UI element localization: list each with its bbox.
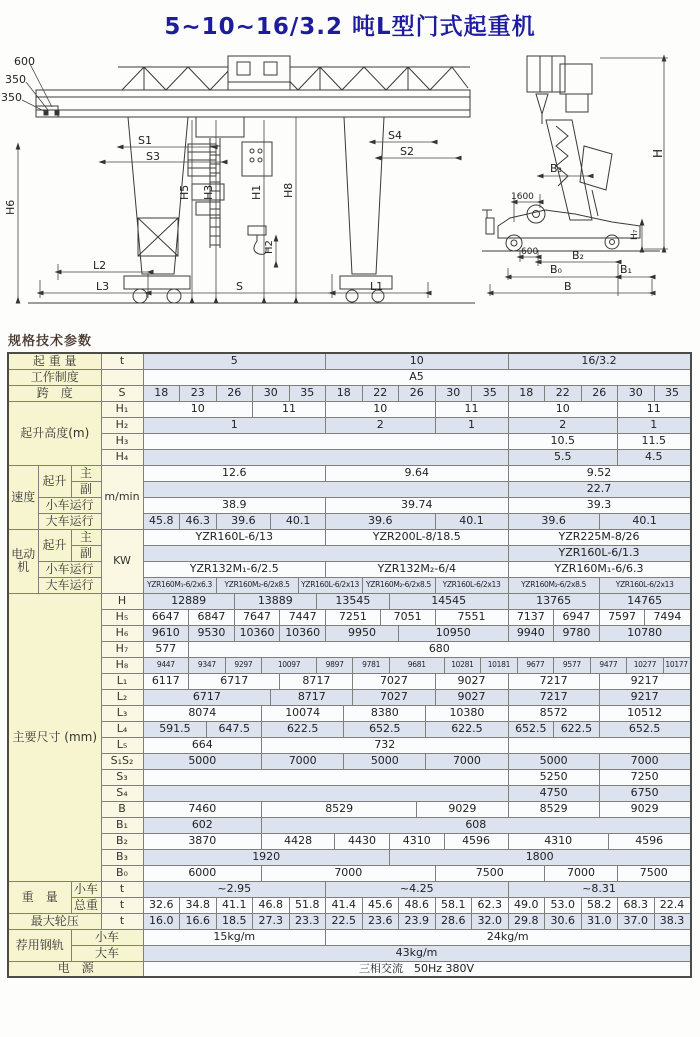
cell-value: YZR225M-8/26 bbox=[508, 529, 691, 545]
cell-value: 49.0 bbox=[508, 897, 545, 913]
cell-value: ~8.31 bbox=[508, 881, 691, 897]
cell-value: 10380 bbox=[426, 705, 508, 721]
cell-value: 40.1 bbox=[599, 513, 690, 529]
cell-value: 三相交流 50Hz 380V bbox=[143, 961, 691, 977]
cell-value: 39.3 bbox=[508, 497, 691, 513]
cell-value: 9940 bbox=[508, 625, 554, 641]
cell-value: 9950 bbox=[326, 625, 399, 641]
cell-value: 1920 bbox=[143, 849, 389, 865]
crane-drawing-svg bbox=[0, 50, 700, 322]
dim-label: H bbox=[651, 148, 665, 158]
row-label: 大车 bbox=[71, 945, 143, 961]
cell-value: 43kg/m bbox=[143, 945, 691, 961]
cell-value: 7250 bbox=[599, 769, 690, 785]
cell-value: 45.8 bbox=[143, 513, 180, 529]
row-key: t bbox=[101, 913, 143, 929]
dim-label: L2 bbox=[93, 259, 107, 272]
dim-label: H8 bbox=[282, 182, 295, 198]
page-title: 5~10~16/3.2 吨L型门式起重机 bbox=[164, 14, 536, 40]
cell-value: 5000 bbox=[508, 753, 599, 769]
cell-value: 7551 bbox=[435, 609, 508, 625]
cell-value bbox=[143, 481, 508, 497]
cell-value: 30 bbox=[253, 385, 290, 401]
cell-value: 7000 bbox=[426, 753, 508, 769]
cell-value: 35 bbox=[289, 385, 326, 401]
cell-value: YZR160M₂-6/2x8.5 bbox=[362, 577, 435, 593]
cell-value: 23.3 bbox=[289, 913, 326, 929]
row-label: 荐用钢轨 bbox=[8, 929, 71, 961]
cell-value: 7027 bbox=[353, 689, 435, 705]
cell-value: 30 bbox=[618, 385, 655, 401]
cell-value: 652.5 bbox=[599, 721, 690, 737]
cell-value: 10 bbox=[143, 401, 253, 417]
cell-value: 58.1 bbox=[435, 897, 472, 913]
cell-value: 7000 bbox=[262, 753, 344, 769]
dim-label: 600 bbox=[14, 55, 35, 68]
dim-label: H₇ bbox=[630, 229, 640, 240]
cell-value: 35 bbox=[472, 385, 509, 401]
cell-value: 18.5 bbox=[216, 913, 253, 929]
row-key: B₁ bbox=[101, 817, 143, 833]
dim-label: H6 bbox=[4, 199, 17, 215]
row-label: 主 bbox=[71, 529, 101, 545]
dim-label: S3 bbox=[146, 150, 160, 163]
row-key: L₄ bbox=[101, 721, 143, 737]
cell-value: 23 bbox=[180, 385, 217, 401]
cell-value: 10177 bbox=[663, 657, 690, 673]
cell-value: 8074 bbox=[143, 705, 262, 721]
cell-value: 58.2 bbox=[581, 897, 618, 913]
cell-value: 7217 bbox=[508, 689, 599, 705]
cell-value: 622.5 bbox=[426, 721, 508, 737]
cell-value: 39.6 bbox=[216, 513, 271, 529]
row-label: 速度 bbox=[8, 465, 38, 529]
cell-value: 10 bbox=[508, 401, 618, 417]
cell-value: 22.5 bbox=[326, 913, 363, 929]
cell-value: 6117 bbox=[143, 673, 189, 689]
cell-value: 39.6 bbox=[326, 513, 436, 529]
row-key: H₈ bbox=[101, 657, 143, 673]
cell-value: 732 bbox=[262, 737, 508, 753]
cell-value: 10.5 bbox=[508, 433, 618, 449]
cell-value: 51.8 bbox=[289, 897, 326, 913]
cell-value: 15kg/m bbox=[143, 929, 326, 945]
cell-value: 30.6 bbox=[545, 913, 582, 929]
cell-value: 7051 bbox=[380, 609, 435, 625]
cell-value: 9677 bbox=[517, 657, 554, 673]
cell-value: 29.8 bbox=[508, 913, 545, 929]
cell-value: 6717 bbox=[189, 673, 280, 689]
cell-value: 3870 bbox=[143, 833, 262, 849]
cell-value: 7000 bbox=[262, 865, 435, 881]
row-key bbox=[101, 369, 143, 385]
row-label: 小车 bbox=[71, 881, 101, 897]
cell-value: 10 bbox=[326, 401, 436, 417]
cell-value: 7597 bbox=[599, 609, 645, 625]
cell-value: 4430 bbox=[335, 833, 390, 849]
cell-value: 9.52 bbox=[508, 465, 691, 481]
row-label: 重 量 bbox=[8, 881, 71, 913]
cell-value: 9027 bbox=[435, 673, 508, 689]
dim-label: L1 bbox=[370, 280, 384, 293]
cell-value: 1 bbox=[435, 417, 508, 433]
dim-label: H3 bbox=[202, 184, 215, 200]
cell-value: 5250 bbox=[508, 769, 599, 785]
row-label: 跨 度 bbox=[8, 385, 101, 401]
cell-value: 6647 bbox=[143, 609, 189, 625]
row-label: 大车运行 bbox=[38, 577, 101, 593]
cell-value: 10780 bbox=[599, 625, 690, 641]
cell-value: 68.3 bbox=[618, 897, 655, 913]
row-key: t bbox=[101, 881, 143, 897]
cell-value: 10277 bbox=[627, 657, 664, 673]
cell-value: 8380 bbox=[344, 705, 426, 721]
cell-value: YZR160L-6/1.3 bbox=[508, 545, 691, 561]
cell-value: 41.4 bbox=[326, 897, 363, 913]
cell-value bbox=[143, 545, 508, 561]
cell-value: 602 bbox=[143, 817, 262, 833]
cell-value: 11 bbox=[618, 401, 691, 417]
cell-value: 647.5 bbox=[207, 721, 262, 737]
cell-value: 10950 bbox=[399, 625, 509, 641]
cell-value: 10 bbox=[326, 353, 509, 369]
cell-value: 13545 bbox=[316, 593, 389, 609]
cell-value: 13765 bbox=[508, 593, 599, 609]
cell-value: 622.5 bbox=[554, 721, 600, 737]
cell-value bbox=[143, 449, 508, 465]
row-label: 起升 bbox=[38, 465, 71, 497]
cell-value: 5.5 bbox=[508, 449, 618, 465]
cell-value: 7000 bbox=[599, 753, 690, 769]
cell-value: 7000 bbox=[545, 865, 618, 881]
cell-value: 10074 bbox=[262, 705, 344, 721]
row-key: B₃ bbox=[101, 849, 143, 865]
cell-value: 30 bbox=[435, 385, 472, 401]
cell-value: 608 bbox=[262, 817, 691, 833]
cell-value: ~2.95 bbox=[143, 881, 326, 897]
cell-value: 10360 bbox=[234, 625, 280, 641]
cell-value: 9347 bbox=[189, 657, 226, 673]
cell-value: 8717 bbox=[271, 689, 353, 705]
cell-value: 16/3.2 bbox=[508, 353, 691, 369]
cell-value: 11 bbox=[253, 401, 326, 417]
cell-value: 23.6 bbox=[362, 913, 399, 929]
cell-value: 26 bbox=[399, 385, 436, 401]
cell-value: 6847 bbox=[189, 609, 235, 625]
cell-value: 22.4 bbox=[654, 897, 691, 913]
row-key: H₇ bbox=[101, 641, 143, 657]
row-label: 工作制度 bbox=[8, 369, 101, 385]
cell-value: 27.3 bbox=[253, 913, 290, 929]
row-key: B₀ bbox=[101, 865, 143, 881]
row-key: H₂ bbox=[101, 417, 143, 433]
cell-value: 1 bbox=[143, 417, 326, 433]
cell-value: YZR160M₂-6/2x8.5 bbox=[216, 577, 298, 593]
cell-value bbox=[143, 433, 508, 449]
cell-value: 2 bbox=[326, 417, 436, 433]
cell-value: 9681 bbox=[389, 657, 444, 673]
row-key: L₅ bbox=[101, 737, 143, 753]
cell-value: 16.0 bbox=[143, 913, 180, 929]
row-key: H₁ bbox=[101, 401, 143, 417]
cell-value: 38.9 bbox=[143, 497, 326, 513]
row-label: 大车运行 bbox=[38, 513, 101, 529]
row-key: S₃ bbox=[101, 769, 143, 785]
row-key: S bbox=[101, 385, 143, 401]
cell-value: 9897 bbox=[316, 657, 353, 673]
cell-value: 7217 bbox=[508, 673, 599, 689]
row-key: t bbox=[101, 897, 143, 913]
dim-label: S bbox=[236, 280, 243, 293]
dim-label: H1 bbox=[250, 184, 263, 200]
cell-value: 22.7 bbox=[508, 481, 691, 497]
cell-value: 40.1 bbox=[271, 513, 326, 529]
cell-value: 4310 bbox=[508, 833, 608, 849]
spec-table bbox=[7, 352, 692, 978]
cell-value: 32.0 bbox=[472, 913, 509, 929]
row-key: t bbox=[101, 353, 143, 369]
cell-value: 11 bbox=[435, 401, 508, 417]
row-key: S₄ bbox=[101, 785, 143, 801]
cell-value: 8717 bbox=[280, 673, 353, 689]
cell-value: 9447 bbox=[143, 657, 189, 673]
cell-value bbox=[508, 737, 691, 753]
cell-value: 9027 bbox=[435, 689, 508, 705]
cell-value: 7251 bbox=[326, 609, 381, 625]
row-key: m/min bbox=[101, 465, 143, 529]
cell-value: 41.1 bbox=[216, 897, 253, 913]
cell-value: 10360 bbox=[280, 625, 326, 641]
cell-value: 2 bbox=[508, 417, 618, 433]
cell-value: 7137 bbox=[508, 609, 554, 625]
row-label: 小车 bbox=[71, 929, 143, 945]
cell-value: 1 bbox=[618, 417, 691, 433]
cell-value: 46.3 bbox=[180, 513, 217, 529]
cell-value: 10097 bbox=[262, 657, 317, 673]
crane-drawing bbox=[0, 50, 700, 326]
row-label: 电动机 bbox=[8, 529, 38, 593]
cell-value: 9530 bbox=[189, 625, 235, 641]
cell-value: ~4.25 bbox=[326, 881, 509, 897]
row-key: KW bbox=[101, 529, 143, 593]
dim-label: B₀ bbox=[550, 263, 562, 276]
cell-value: 591.5 bbox=[143, 721, 207, 737]
cell-value: 652.5 bbox=[508, 721, 554, 737]
row-label: 副 bbox=[71, 545, 101, 561]
dim-label: 600 bbox=[521, 247, 539, 257]
cell-value: 9.64 bbox=[326, 465, 509, 481]
cell-value: 26 bbox=[581, 385, 618, 401]
dim-label: S1 bbox=[138, 134, 152, 147]
cell-value: 18 bbox=[508, 385, 545, 401]
dim-label: 1600 bbox=[511, 192, 534, 202]
cell-value: 12889 bbox=[143, 593, 234, 609]
cell-value: 24kg/m bbox=[326, 929, 691, 945]
dim-label: H2 bbox=[264, 240, 275, 254]
cell-value: 32.6 bbox=[143, 897, 180, 913]
cell-value: 6947 bbox=[554, 609, 600, 625]
row-key: H₃ bbox=[101, 433, 143, 449]
cell-value: 22 bbox=[545, 385, 582, 401]
cell-value: 46.8 bbox=[253, 897, 290, 913]
cell-value: 1800 bbox=[389, 849, 690, 865]
cell-value: 11.5 bbox=[618, 433, 691, 449]
cell-value: 9217 bbox=[599, 673, 690, 689]
cell-value: YZR160L-6/2x13 bbox=[599, 577, 690, 593]
cell-value: A5 bbox=[143, 369, 691, 385]
cell-value: 62.3 bbox=[472, 897, 509, 913]
cell-value: 7460 bbox=[143, 801, 262, 817]
cell-value: 4750 bbox=[508, 785, 599, 801]
cell-value: 577 bbox=[143, 641, 189, 657]
cell-value: 4.5 bbox=[618, 449, 691, 465]
cell-value: 9217 bbox=[599, 689, 690, 705]
dim-label: 350 bbox=[5, 73, 26, 86]
cell-value: 7027 bbox=[353, 673, 435, 689]
cell-value: YZR160M₁-6/6.3 bbox=[508, 561, 691, 577]
dim-label: H5 bbox=[178, 184, 191, 200]
row-key: H₅ bbox=[101, 609, 143, 625]
cell-value: 9781 bbox=[353, 657, 390, 673]
cell-value: 53.0 bbox=[545, 897, 582, 913]
cell-value: 9610 bbox=[143, 625, 189, 641]
cell-value: 31.0 bbox=[581, 913, 618, 929]
cell-value: 10512 bbox=[599, 705, 690, 721]
cell-value: YZR160L-6/2x13 bbox=[435, 577, 508, 593]
row-label: 起 重 量 bbox=[8, 353, 101, 369]
cell-value: 10281 bbox=[444, 657, 481, 673]
cell-value: 622.5 bbox=[262, 721, 344, 737]
cell-value: 6717 bbox=[143, 689, 271, 705]
cell-value: 37.0 bbox=[618, 913, 655, 929]
cell-value: 9029 bbox=[599, 801, 690, 817]
cell-value: 652.5 bbox=[344, 721, 426, 737]
cell-value: YZR132M₂-6/4 bbox=[326, 561, 509, 577]
cell-value: 5000 bbox=[344, 753, 426, 769]
cell-value: 680 bbox=[189, 641, 691, 657]
row-key: L₂ bbox=[101, 689, 143, 705]
cell-value: 22 bbox=[362, 385, 399, 401]
dim-label: L3 bbox=[96, 280, 110, 293]
dim-label: B bbox=[564, 280, 572, 293]
cell-value: 34.8 bbox=[180, 897, 217, 913]
cell-value: 39.6 bbox=[508, 513, 599, 529]
row-label: 小车运行 bbox=[38, 561, 101, 577]
cell-value: 8529 bbox=[262, 801, 417, 817]
row-label: 主 bbox=[71, 465, 101, 481]
row-label: 总重 bbox=[71, 897, 101, 913]
cell-value: 35 bbox=[654, 385, 691, 401]
cell-value: YZR132M₁-6/2.5 bbox=[143, 561, 326, 577]
cell-value: 14545 bbox=[389, 593, 508, 609]
cell-value: YZR160L-6/13 bbox=[143, 529, 326, 545]
cell-value: 6000 bbox=[143, 865, 262, 881]
row-label: 起升高度(m) bbox=[8, 401, 101, 465]
row-key: L₃ bbox=[101, 705, 143, 721]
cell-value: 9297 bbox=[225, 657, 262, 673]
cell-value: 7647 bbox=[234, 609, 280, 625]
row-key: B bbox=[101, 801, 143, 817]
cell-value: YZR200L-8/18.5 bbox=[326, 529, 509, 545]
dim-label: B₁ bbox=[620, 263, 632, 276]
cell-value: 4596 bbox=[444, 833, 508, 849]
row-key: B₂ bbox=[101, 833, 143, 849]
row-key: H bbox=[101, 593, 143, 609]
cell-value: 8529 bbox=[508, 801, 599, 817]
cell-value: 48.6 bbox=[399, 897, 436, 913]
cell-value: 7500 bbox=[435, 865, 545, 881]
cell-value: 9029 bbox=[417, 801, 508, 817]
row-label: 起升 bbox=[38, 529, 71, 561]
cell-value: 4596 bbox=[608, 833, 690, 849]
row-key: L₁ bbox=[101, 673, 143, 689]
cell-value: 4428 bbox=[262, 833, 335, 849]
cell-value: 7500 bbox=[618, 865, 691, 881]
cell-value: 9780 bbox=[554, 625, 600, 641]
cell-value: 45.6 bbox=[362, 897, 399, 913]
dim-label: S2 bbox=[400, 145, 414, 158]
spec-table-wrap bbox=[7, 352, 692, 978]
row-key: H₄ bbox=[101, 449, 143, 465]
cell-value: 10181 bbox=[481, 657, 518, 673]
cell-value: 4310 bbox=[389, 833, 444, 849]
cell-value: 7447 bbox=[280, 609, 326, 625]
cell-value: 9477 bbox=[590, 657, 627, 673]
cell-value: 18 bbox=[143, 385, 180, 401]
cell-value: YZR160M₁-6/2x6.3 bbox=[143, 577, 216, 593]
cell-value bbox=[143, 769, 508, 785]
cell-value: 5000 bbox=[143, 753, 262, 769]
cell-value: YZR160L-6/2x13 bbox=[298, 577, 362, 593]
cell-value: 16.6 bbox=[180, 913, 217, 929]
row-key: S₁S₂ bbox=[101, 753, 143, 769]
cell-value bbox=[143, 785, 508, 801]
row-label: 副 bbox=[71, 481, 101, 497]
cell-value: 12.6 bbox=[143, 465, 326, 481]
section-heading: 规格技术参数 bbox=[8, 334, 93, 349]
cell-value: 9577 bbox=[554, 657, 591, 673]
cell-value: 38.3 bbox=[654, 913, 691, 929]
row-label: 小车运行 bbox=[38, 497, 101, 513]
cell-value: 5 bbox=[143, 353, 326, 369]
cell-value: 13889 bbox=[234, 593, 316, 609]
dim-label: 350 bbox=[1, 91, 22, 104]
dim-label: S4 bbox=[388, 129, 402, 142]
row-label: 最大轮压 bbox=[8, 913, 101, 929]
cell-value: 6750 bbox=[599, 785, 690, 801]
row-label: 主要尺寸 (mm) bbox=[8, 593, 101, 881]
cell-value: 40.1 bbox=[435, 513, 508, 529]
cell-value: 7494 bbox=[645, 609, 691, 625]
cell-value: 18 bbox=[326, 385, 363, 401]
dim-label: B₂ bbox=[572, 249, 584, 262]
cell-value: 14765 bbox=[599, 593, 690, 609]
cell-value: 39.74 bbox=[326, 497, 509, 513]
row-key: H₆ bbox=[101, 625, 143, 641]
cell-value: 664 bbox=[143, 737, 262, 753]
cell-value: 28.6 bbox=[435, 913, 472, 929]
cell-value: 8572 bbox=[508, 705, 599, 721]
cell-value: 23.9 bbox=[399, 913, 436, 929]
cell-value: YZR160M₂-6/2x8.5 bbox=[508, 577, 599, 593]
cell-value: 26 bbox=[216, 385, 253, 401]
dim-label: B₃ bbox=[550, 162, 562, 175]
row-label: 电 源 bbox=[8, 961, 143, 977]
